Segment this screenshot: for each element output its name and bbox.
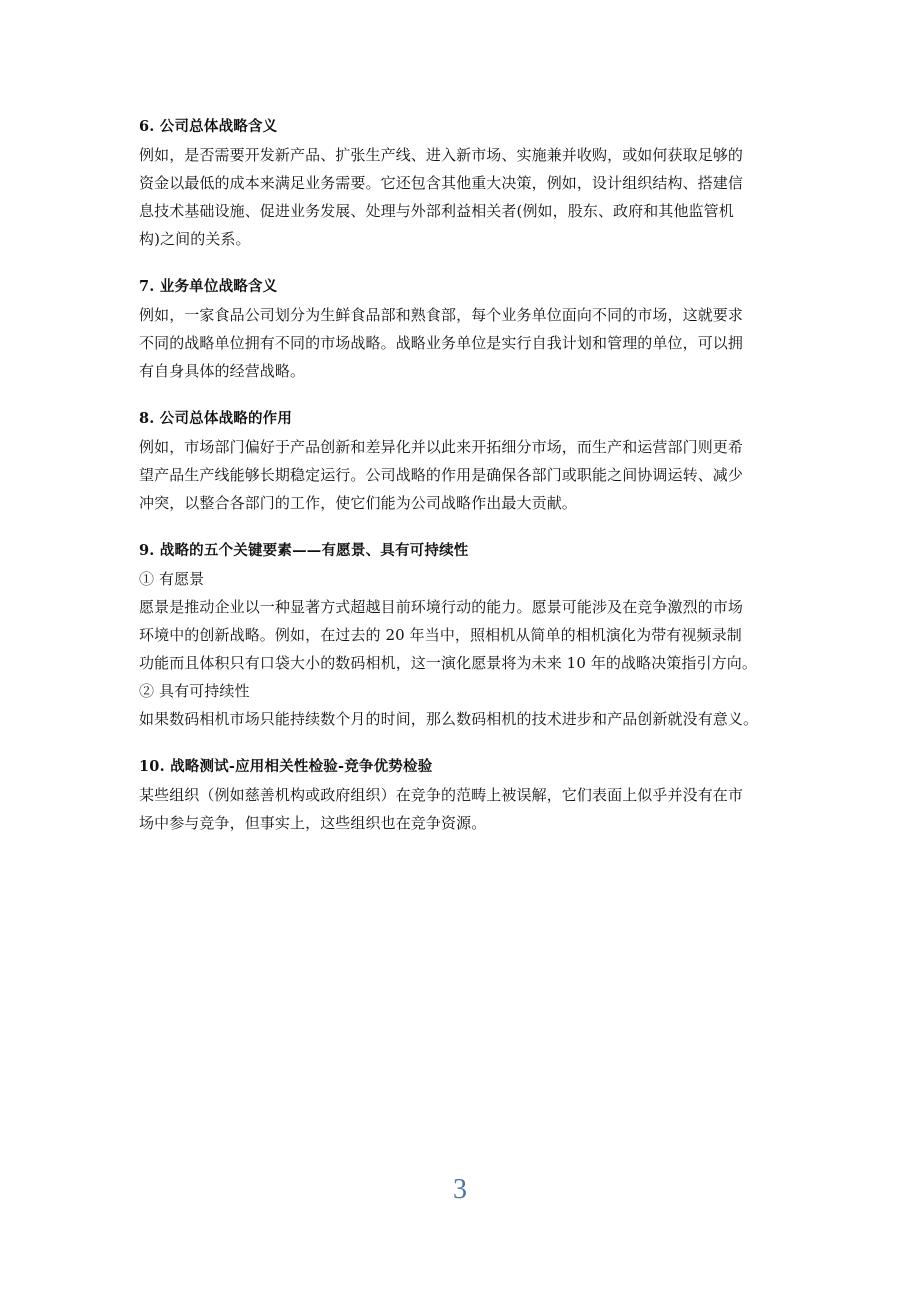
- paragraph-line: 冲突，以整合各部门的工作，使它们能为公司战略作出最大贡献。: [139, 494, 577, 512]
- paragraph-line: 望产品生产线能够长期稳定运行。公司战略的作用是确保各部门或职能之间协调运转、减少: [139, 466, 744, 484]
- paragraph-line: 资金以最低的成本来满足业务需要。它还包含其他重大决策，例如，设计组织结构、搭建信: [139, 174, 744, 192]
- paragraph-line: 例如，是否需要开发新产品、扩张生产线、进入新市场、实施兼并收购，或如何获取足够的: [139, 146, 744, 164]
- paragraph-line: 场中参与竞争，但事实上，这些组织也在竞争资源。: [139, 814, 487, 832]
- paragraph-line: 环境中的创新战略。例如，在过去的 20 年当中，照相机从简单的相机演化为带有视频录制: [139, 626, 742, 644]
- section-6: [139, 113, 789, 253]
- list-item-label: ② 具有可持续性: [139, 682, 250, 700]
- page-number: 3: [453, 1174, 467, 1205]
- section-heading: 9. 战略的五个关键要素——有愿景、具有可持续性: [139, 542, 469, 559]
- paragraph-line: 息技术基础设施、促进业务发展、处理与外部利益相关者(例如，股东、政府和其他监管机: [139, 202, 734, 220]
- paragraph-line: 某些组织（例如慈善机构或政府组织）在竞争的范畴上被误解，它们表面上似乎并没有在市: [139, 786, 744, 804]
- paragraph-line: 例如，一家食品公司划分为生鲜食品部和熟食部，每个业务单位面向不同的市场，这就要求: [139, 306, 744, 324]
- section-8: [139, 405, 789, 517]
- section-10: [139, 753, 789, 837]
- section-heading: 8. 公司总体战略的作用: [139, 410, 293, 427]
- paragraph-line: 如果数码相机市场只能持续数个月的时间，那么数码相机的技术进步和产品创新就没有意义。: [139, 710, 759, 728]
- section-heading: 6. 公司总体战略含义: [139, 118, 278, 135]
- section-7: [139, 273, 789, 385]
- paragraph-line: 例如，市场部门偏好于产品创新和差异化并以此来开拓细分市场，而生产和运营部门则更希: [139, 438, 744, 456]
- list-item-label: ① 有愿景: [139, 570, 205, 588]
- section-heading: 7. 业务单位战略含义: [139, 278, 278, 295]
- paragraph-line: 有自身具体的经营战略。: [139, 362, 306, 380]
- paragraph-line: 不同的战略单位拥有不同的市场战略。战略业务单位是实行自我计划和管理的单位，可以拥: [139, 334, 744, 352]
- document-body: [139, 113, 789, 857]
- paragraph-line: 功能而且体积只有口袋大小的数码相机，这一演化愿景将为未来 10 年的战略决策指引方向。: [139, 654, 757, 672]
- section-9: [139, 537, 789, 733]
- paragraph-line: 构)之间的关系。: [139, 230, 251, 248]
- paragraph-line: 愿景是推动企业以一种显著方式超越目前环境行动的能力。愿景可能涉及在竞争激烈的市场: [139, 598, 744, 616]
- section-heading: 10. 战略测试-应用相关性检验-竞争优势检验: [139, 758, 433, 775]
